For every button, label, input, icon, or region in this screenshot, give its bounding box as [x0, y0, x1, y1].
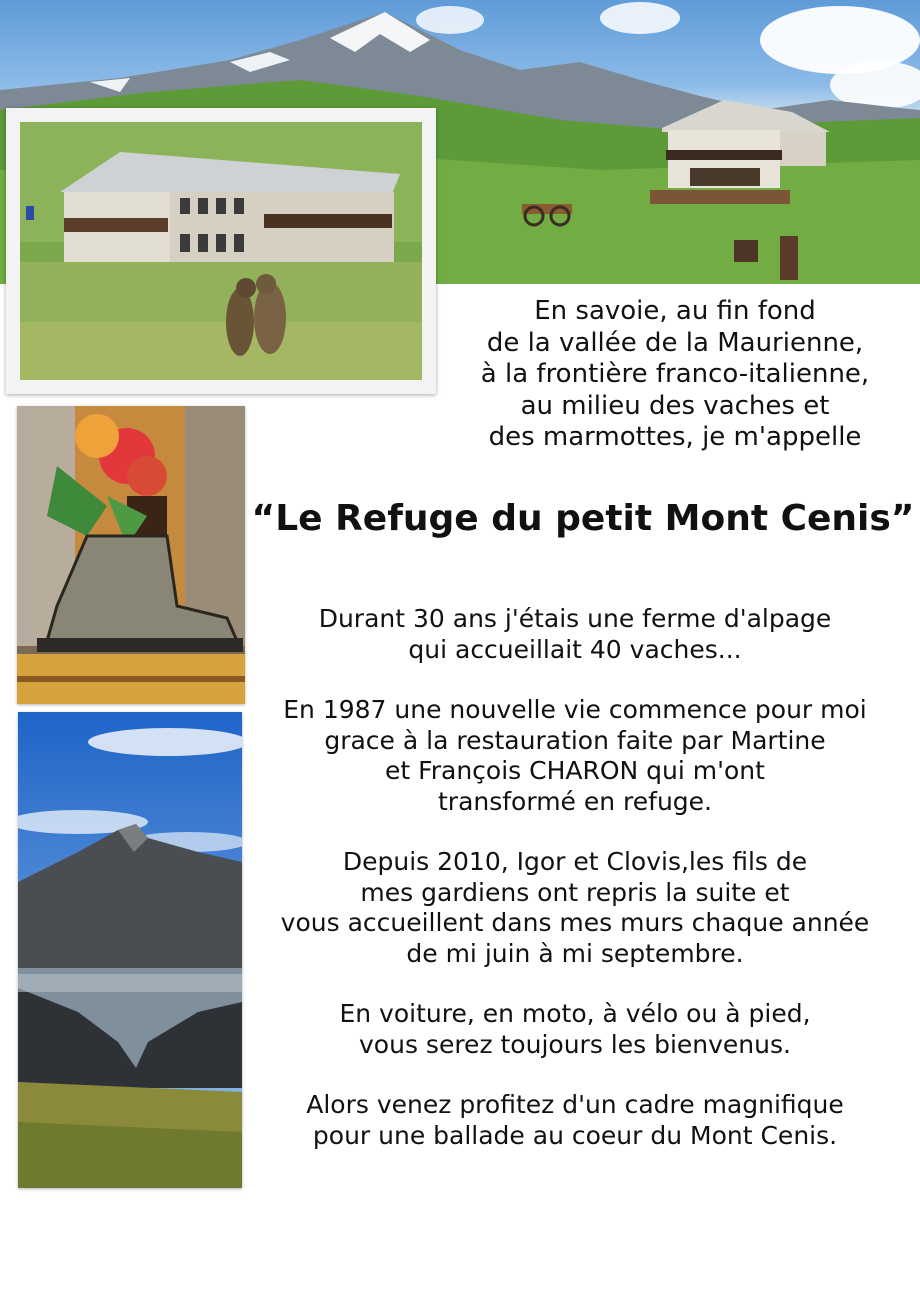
boot-flowers-photo — [17, 406, 245, 704]
paragraph-welcome: En voiture, en moto, à vélo ou à pied, vous serez toujours les bienvenus. — [339, 999, 811, 1059]
paragraph-invitation: Alors venez profitez d'un cadre magnifique pour une ballade au coeur du Mont Cenis. — [306, 1090, 844, 1150]
paragraph-1987: En 1987 une nouvelle vie commence pour moi grace à la restauration faite par Martine et François CHARON qui m'ont transformé en refuge. — [283, 695, 867, 816]
intro-text: En savoie, au fin fond de la vallée de la Maurienne, à la frontière franco-italienne, au milieu des vaches et des marmottes, je m'appelle — [480, 296, 870, 452]
inset-photo-frame — [6, 108, 436, 394]
mountain-lake-photo — [18, 712, 242, 1188]
page-title: “Le Refuge du petit Mont Cenis” — [251, 498, 915, 539]
paragraph-history: Durant 30 ans j'étais une ferme d'alpage qui accueillait 40 vaches... — [318, 604, 832, 664]
refuge-marmots-photo — [20, 122, 422, 380]
body-text — [250, 604, 900, 1181]
paragraph-2010: Depuis 2010, Igor et Clovis,les fils de mes gardiens ont repris la suite et vous accueillent dans mes murs chaque année de mi juin à mi septembre. — [280, 847, 870, 968]
